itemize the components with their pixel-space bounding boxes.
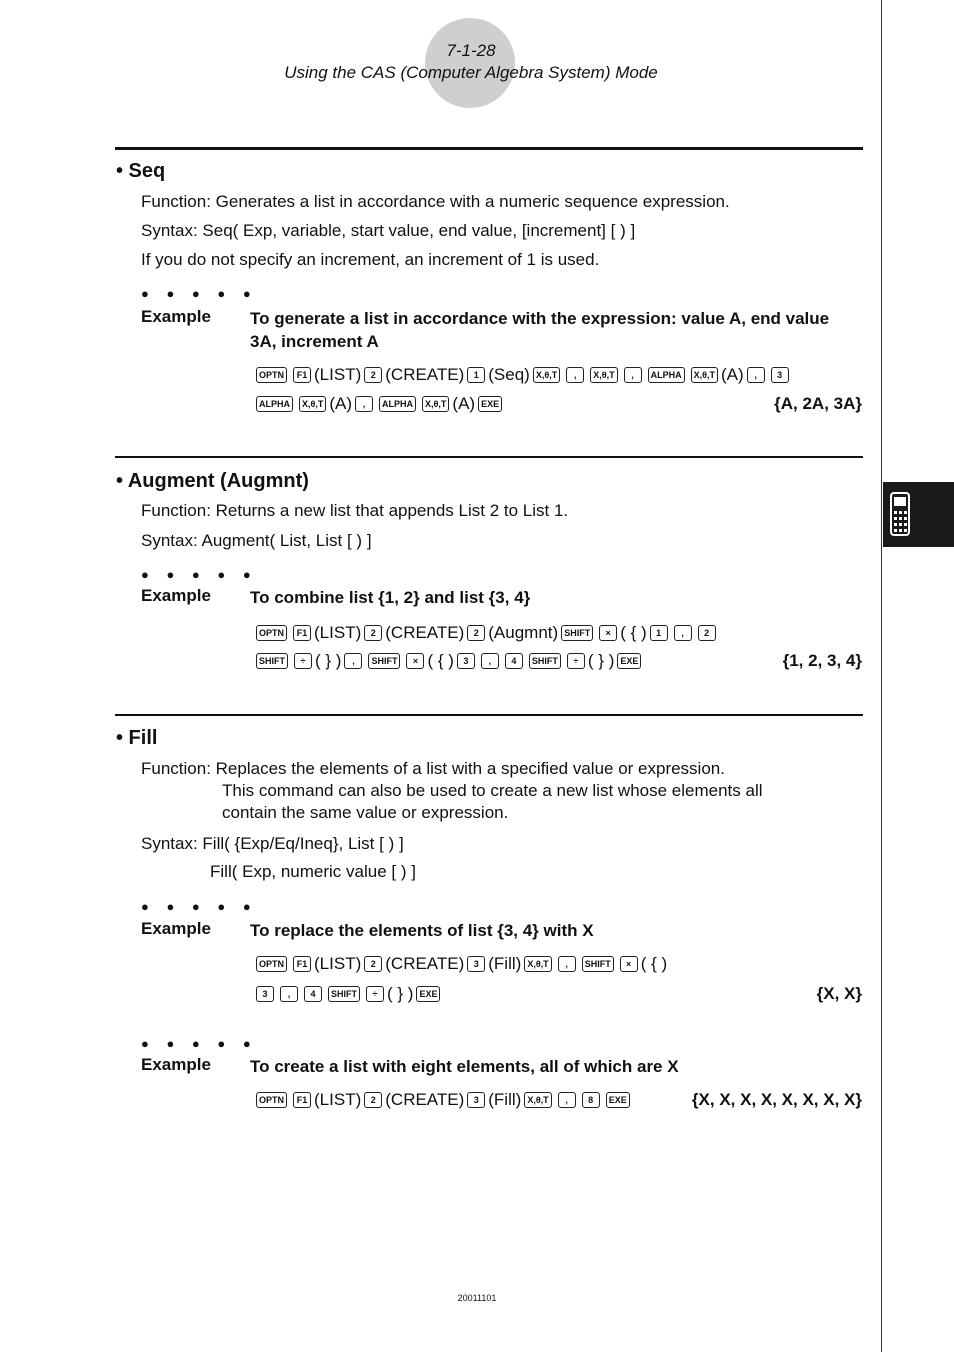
section-title-fill: • Fill (116, 727, 158, 749)
key-sequence-line (253, 365, 792, 385)
key-comma: , (566, 367, 584, 383)
key-xthetat: X,θ,T (590, 367, 617, 383)
result-text: {1, 2, 3, 4} (782, 651, 862, 670)
key-caption: (LIST) (314, 954, 362, 973)
key-caption: (A) (329, 394, 353, 413)
key-4: 4 (304, 986, 322, 1002)
key-xthetat: X,θ,T (524, 956, 551, 972)
example-label: Example (141, 1055, 211, 1074)
key-caption: (CREATE) (385, 954, 465, 973)
key-shift: SHIFT (328, 986, 360, 1002)
key-1: 1 (650, 625, 668, 641)
key-f1: F1 (293, 956, 311, 972)
key-comma: , (481, 653, 499, 669)
seq-syntax: Syntax: Seq( Exp, variable, start value, end value, [increment] [ ) ] (141, 221, 636, 240)
calculator-icon (890, 492, 910, 536)
key-times: × (620, 956, 638, 972)
key-exe: EXE (617, 653, 641, 669)
example-description: To replace the elements of list {3, 4} with X (250, 921, 594, 940)
key-exe: EXE (606, 1092, 630, 1108)
key-caption: (LIST) (314, 623, 362, 642)
key-divide: ÷ (567, 653, 585, 669)
example-description: To combine list {1, 2} and list {3, 4} (250, 588, 531, 607)
key-caption: (A) (720, 365, 744, 384)
key-f1: F1 (293, 1092, 311, 1108)
key-xthetat: X,θ,T (691, 367, 718, 383)
key-shift: SHIFT (561, 625, 593, 641)
seq-function: Function: Generates a list in accordance with a numeric sequence expression. (141, 192, 730, 211)
key-xthetat: X,θ,T (524, 1092, 551, 1108)
fill-syntax-alt: Fill( Exp, numeric value [ ) ] (210, 862, 416, 881)
footer-code: 20011101 (457, 1293, 497, 1303)
example-dots: ● ● ● ● ● (141, 567, 258, 582)
key-2: 2 (698, 625, 716, 641)
key-f1: F1 (293, 367, 311, 383)
key-caption: (CREATE) (385, 1090, 465, 1109)
example-dots: ● ● ● ● ● (141, 286, 258, 301)
key-3: 3 (467, 1092, 485, 1108)
section-divider (115, 456, 863, 458)
key-caption: (Fill) (488, 954, 522, 973)
right-margin-rule (881, 0, 882, 1352)
key-caption: (Augmnt) (488, 623, 559, 642)
key-3: 3 (467, 956, 485, 972)
key-optn: OPTN (256, 956, 287, 972)
key-comma: , (747, 367, 765, 383)
fill-function-cont: contain the same value or expression. (222, 803, 509, 822)
section-title-seq: • Seq (116, 160, 166, 182)
key-sequence-line (253, 954, 667, 974)
page-number: 7-1-28 (446, 41, 496, 60)
augment-syntax: Syntax: Augment( List, List [ ) ] (141, 531, 372, 550)
key-2: 2 (364, 1092, 382, 1108)
key-xthetat: X,θ,T (422, 396, 449, 412)
key-shift: SHIFT (368, 653, 400, 669)
result-text: {A, 2A, 3A} (774, 394, 862, 413)
example-description: To generate a list in accordance with the expression: value A, end value 3A, increment A (250, 309, 830, 351)
example-label: Example (141, 307, 211, 326)
key-optn: OPTN (256, 625, 287, 641)
example-label: Example (141, 586, 211, 605)
key-comma: , (280, 986, 298, 1002)
key-xthetat: X,θ,T (533, 367, 560, 383)
key-caption: (Fill) (488, 1090, 522, 1109)
augment-function: Function: Returns a new list that appends List 2 to List 1. (141, 501, 569, 520)
page-title: Using the CAS (Computer Algebra System) Mode (284, 63, 658, 82)
key-times: × (406, 653, 424, 669)
result-text: {X, X} (816, 984, 862, 1003)
key-optn: OPTN (256, 367, 287, 383)
key-optn: OPTN (256, 1092, 287, 1108)
key-sequence-line (253, 623, 719, 643)
key-2: 2 (467, 625, 485, 641)
key-comma: , (674, 625, 692, 641)
key-divide: ÷ (366, 986, 384, 1002)
key-caption: ( { ) (640, 954, 668, 973)
key-caption: (A) (452, 394, 476, 413)
key-caption: (CREATE) (385, 623, 465, 642)
key-4: 4 (505, 653, 523, 669)
key-caption: ( } ) (315, 651, 342, 670)
key-caption: (LIST) (314, 1090, 362, 1109)
key-2: 2 (364, 625, 382, 641)
fill-function-cont: This command can also be used to create a new list whose elements all (222, 781, 763, 800)
key-comma: , (344, 653, 362, 669)
fill-syntax: Syntax: Fill( {Exp/Eq/Ineq}, List [ ) ] (141, 834, 404, 853)
key-alpha: ALPHA (648, 367, 685, 383)
key-3: 3 (457, 653, 475, 669)
key-sequence-line (253, 984, 443, 1004)
key-3: 3 (771, 367, 789, 383)
key-f1: F1 (293, 625, 311, 641)
example-dots: ● ● ● ● ● (141, 1036, 258, 1051)
key-caption: (LIST) (314, 365, 362, 384)
key-sequence-line (253, 394, 505, 414)
key-comma: , (624, 367, 642, 383)
key-sequence-line (253, 1090, 633, 1110)
section-title-augment: • Augment (Augmnt) (116, 470, 309, 492)
key-comma: , (558, 1092, 576, 1108)
section-divider (115, 147, 863, 150)
key-1: 1 (467, 367, 485, 383)
key-comma: , (355, 396, 373, 412)
key-exe: EXE (416, 986, 440, 1002)
key-caption: ( } ) (587, 651, 615, 670)
seq-note: If you do not specify an increment, an increment of 1 is used. (141, 250, 600, 269)
key-shift: SHIFT (529, 653, 561, 669)
key-exe: EXE (478, 396, 502, 412)
key-shift: SHIFT (582, 956, 614, 972)
example-label: Example (141, 919, 211, 938)
key-3: 3 (256, 986, 274, 1002)
key-caption: ( { ) (620, 623, 647, 642)
example-description: To create a list with eight elements, all of which are X (250, 1057, 679, 1076)
section-divider (115, 714, 863, 716)
key-caption: (Seq) (488, 365, 530, 384)
fill-function: Function: Replaces the elements of a list with a specified value or expression. (141, 759, 725, 778)
key-caption: (CREATE) (385, 365, 465, 384)
key-2: 2 (364, 367, 382, 383)
key-sequence-line (253, 651, 644, 671)
key-caption: ( { ) (427, 651, 454, 670)
key-2: 2 (364, 956, 382, 972)
key-comma: , (558, 956, 576, 972)
key-divide: ÷ (294, 653, 312, 669)
result-text: {X, X, X, X, X, X, X, X} (691, 1090, 862, 1109)
key-8: 8 (582, 1092, 600, 1108)
key-alpha: ALPHA (379, 396, 416, 412)
key-alpha: ALPHA (256, 396, 293, 412)
key-shift: SHIFT (256, 653, 288, 669)
key-times: × (599, 625, 617, 641)
key-caption: ( } ) (387, 984, 414, 1003)
example-dots: ● ● ● ● ● (141, 899, 258, 914)
key-xthetat: X,θ,T (299, 396, 326, 412)
